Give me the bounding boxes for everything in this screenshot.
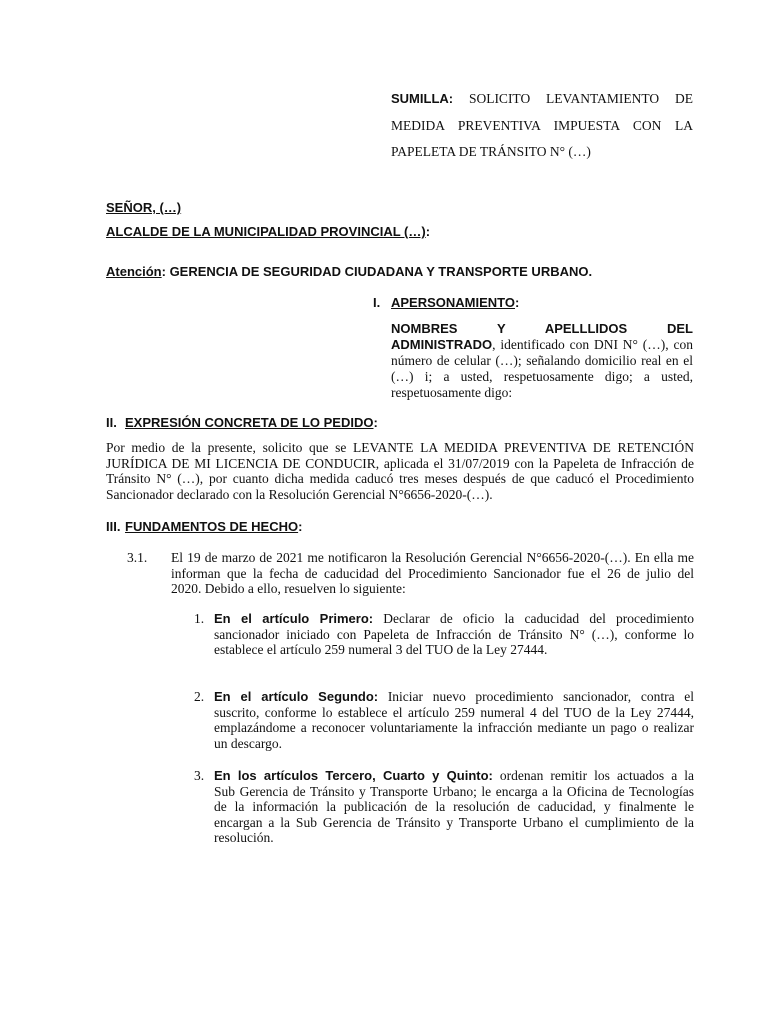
- list-item: [214, 768, 694, 846]
- list-item-lead: En el artículo Primero:: [214, 611, 374, 626]
- section-1-line-4: (…) i; a usted, respetuosamente digo; a usted,: [391, 369, 693, 384]
- paragraph-3-1-line: 2020. Debido a ello, resuelven lo siguiente:: [171, 581, 406, 596]
- paragraph-3-1-number: 3.1.: [127, 550, 148, 565]
- list-item-line: un descargo.: [214, 735, 282, 751]
- section-2-heading: [106, 415, 378, 430]
- section-2-line: Sancionador declarado con la Resolución Gerencial N°6656-2020-(…).: [106, 486, 493, 502]
- paragraph-3-1-line: El 19 de marzo de 2021 me notificaron la Resolución Gerencial N°6656-2020-(…). En ella me: [171, 550, 694, 565]
- section-3-colon: :: [298, 519, 303, 534]
- sumilla-label: SUMILLA:: [391, 91, 454, 106]
- section-1-body: [391, 321, 693, 401]
- atencion-line: [106, 264, 592, 279]
- section-1-colon: :: [515, 295, 520, 310]
- list-item-number: 3.: [194, 768, 205, 783]
- sumilla-text-1: SOLICITO LEVANTAMIENTO DE: [468, 91, 693, 106]
- paragraph-3-1-body: [171, 550, 694, 597]
- section-3-number: III.: [106, 519, 121, 534]
- list-item-line: de la información la publicación de la resolución de caducidad, y finalmente le: [214, 799, 694, 814]
- list-item-line: emplazándome a reconocer voluntariamente la infracción mediante un pago o realizar: [214, 720, 694, 735]
- list-item: [214, 689, 694, 751]
- section-2-number: II.: [106, 415, 117, 430]
- sumilla-line-1: [391, 86, 693, 113]
- section-1-line-2: [391, 337, 693, 353]
- alcalde-colon: :: [425, 224, 431, 239]
- list-item-line: establece el artículo 259 numeral 3 del TUO de la Ley 27444.: [214, 642, 548, 657]
- administrado-bold: ADMINISTRADO: [391, 337, 493, 352]
- list-item-line: [214, 611, 694, 627]
- section-1-line-2-rest: , identificado con DNI N° (…), con: [492, 337, 693, 352]
- list-item-number: 2.: [194, 689, 205, 704]
- section-1-line-5: respetuosamente digo:: [391, 385, 513, 400]
- list-item: [214, 611, 694, 658]
- section-1-line-3: número de celular (…); señalando domicilio real en el: [391, 353, 693, 368]
- list-item-line: [214, 768, 694, 784]
- section-1-heading: [373, 295, 519, 310]
- list-item-line: resolución.: [214, 830, 274, 845]
- atencion-text: : GERENCIA DE SEGURIDAD CIUDADANA Y TRANSPORTE URBANO.: [161, 264, 593, 279]
- atencion-label: Atención: [106, 264, 162, 279]
- section-2-colon: :: [373, 415, 378, 430]
- list-item-first-rest: Declarar de oficio la caducidad del procedimiento: [373, 611, 695, 626]
- addressee-alcalde: [106, 224, 430, 239]
- section-2-body: [106, 440, 694, 502]
- section-3-heading: [106, 519, 302, 534]
- alcalde-text: ALCALDE DE LA MUNICIPALIDAD PROVINCIAL (…): [106, 224, 426, 239]
- paragraph-3-1-line: informan que la fecha de caducidad del Procedimiento Sancionador fue el 26 de julio del: [171, 565, 694, 581]
- sumilla-block: [391, 86, 693, 166]
- sumilla-line-2: MEDIDA PREVENTIVA IMPUESTA CON LA: [391, 117, 693, 133]
- list-item-number: 1.: [194, 611, 205, 626]
- section-2-line: Tránsito N° (…), por cuanto dicha medida caducó tres meses después de que caducó el Procedimiento: [106, 471, 694, 486]
- list-item-first-rest: ordenan remitir los actuados a la: [492, 768, 694, 783]
- section-1-number: I.: [373, 295, 381, 310]
- addressee-senor: SEÑOR, (…): [106, 200, 182, 215]
- section-1-line-1: NOMBRES Y APELLLIDOS DEL: [391, 321, 693, 336]
- list-item-first-rest: Iniciar nuevo procedimiento sancionador, contra el: [378, 689, 694, 704]
- section-3-title: FUNDAMENTOS DE HECHO: [125, 519, 299, 534]
- list-item-line: Sub Gerencia de Tránsito y Transporte Urbano; le encarga a la Oficina de Tecnologías: [214, 783, 694, 799]
- sumilla-line-3: PAPELETA DE TRÁNSITO N° (…): [391, 144, 591, 159]
- section-2-line: Por medio de la presente, solicito que se LEVANTE LA MEDIDA PREVENTIVA DE RETENCIÓN: [106, 440, 694, 455]
- list-item-lead: En el artículo Segundo:: [214, 689, 379, 704]
- list-item-line: suscrito, conforme lo establece el artículo 259 numeral 4 del TUO de la Ley 27444,: [214, 704, 694, 720]
- list-item-line: encargan a la Sub Gerencia de Tránsito y Transporte Urbano el cumplimiento de la: [214, 814, 694, 830]
- section-2-title: EXPRESIÓN CONCRETA DE LO PEDIDO: [125, 415, 374, 430]
- list-item-lead: En los artículos Tercero, Cuarto y Quinto:: [214, 768, 493, 783]
- section-2-line: JURÍDICA DE MI LICENCIA DE CONDUCIR, aplicada el 31/07/2019 con la Papeleta de Infracción de: [106, 455, 694, 471]
- section-1-title: APERSONAMIENTO: [391, 295, 515, 310]
- list-item-line: [214, 689, 694, 705]
- list-item-line: sancionador iniciado con Papeleta de Infracción de Tránsito N° (…), conforme lo: [214, 626, 694, 642]
